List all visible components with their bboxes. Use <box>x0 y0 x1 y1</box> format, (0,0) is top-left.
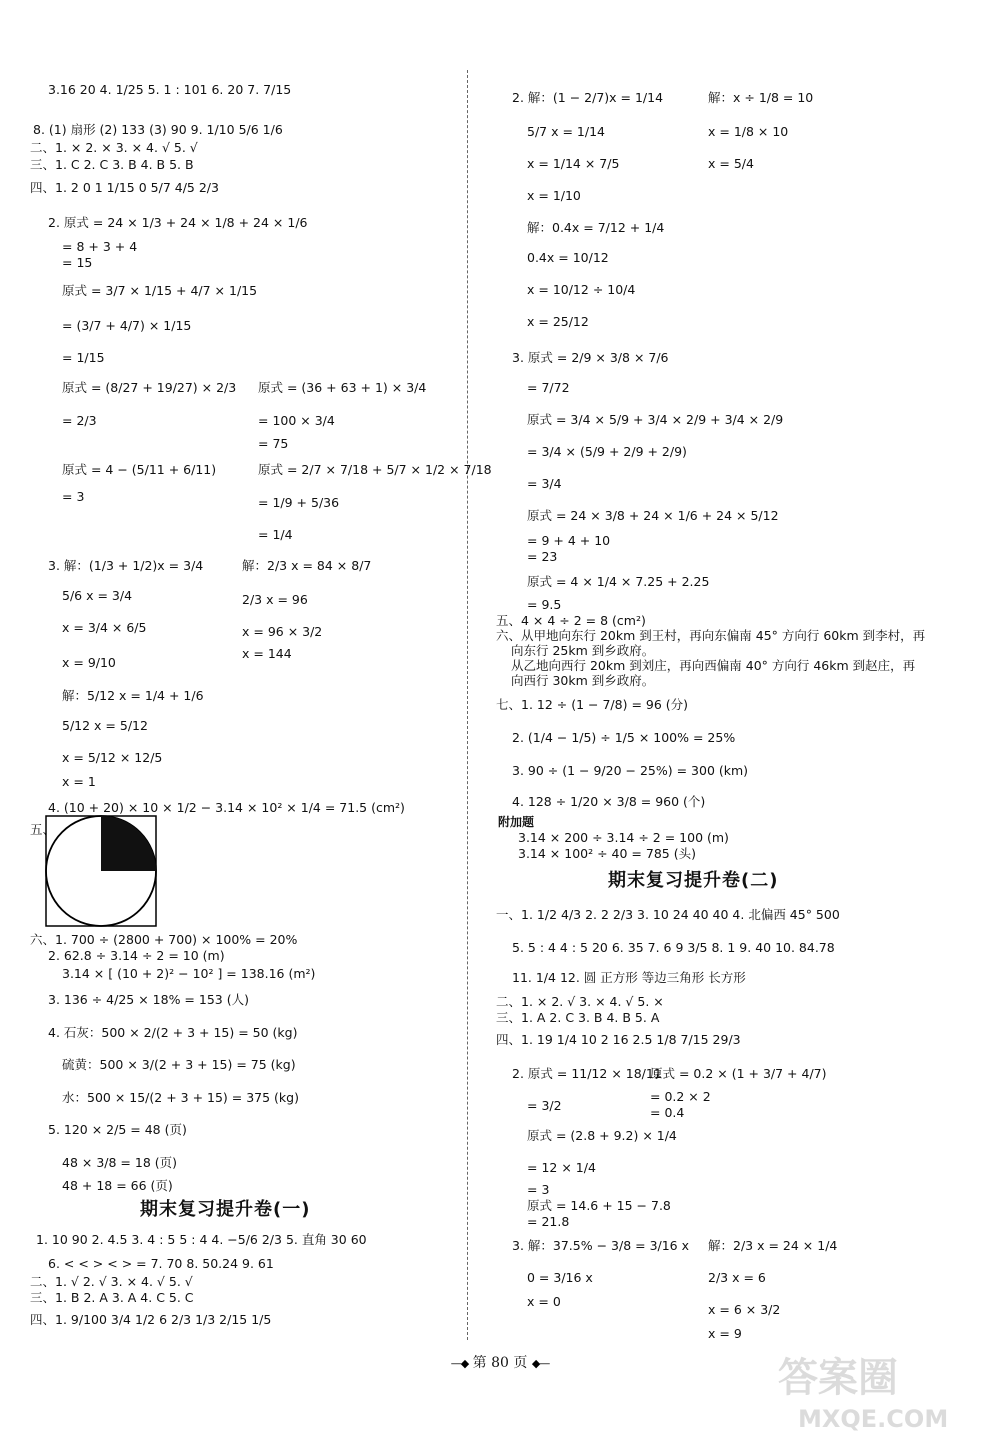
column-divider <box>467 70 468 1340</box>
left-column-line: x = 1 <box>62 774 96 789</box>
circle-square-figure <box>30 812 170 931</box>
left-column-line: 5/12 x = 5/12 <box>62 718 148 733</box>
left-column-line: 原式 = (8/27 + 19/27) × 2/3 <box>62 380 237 395</box>
left-column-line: 1. 10 90 2. 4.5 3. 4 : 5 5 : 4 4. −5/6 2/3 5. 直角 30 60 <box>36 1232 367 1247</box>
left-column-line: 5/6 x = 3/4 <box>62 588 133 603</box>
right-column-line: 原式 = 24 × 3/8 + 24 × 1/6 + 24 × 5/12 <box>527 508 779 523</box>
left-column-line: 三、1. C 2. C 3. B 4. B 5. B <box>30 157 194 172</box>
right-column-line: 原式 = 4 × 1/4 × 7.25 + 2.25 <box>527 574 710 589</box>
right-column-line: x = 1/8 × 10 <box>708 124 789 139</box>
right-column-line: 3. 90 ÷ (1 − 9/20 − 25%) = 300 (km) <box>512 763 749 778</box>
left-column-line: 硫黄：500 × 3/(2 + 3 + 15) = 75 (kg) <box>62 1057 296 1072</box>
right-column-line: 解：0.4x = 7/12 + 1/4 <box>527 220 665 235</box>
left-column-line: 二、1. × 2. × 3. × 4. √ 5. √ <box>30 140 198 155</box>
right-column-line: x = 9 <box>708 1326 742 1341</box>
right-column-line: 原式 = 0.2 × (1 + 3/7 + 4/7) <box>650 1066 827 1081</box>
right-column-line: = 3/4 × (5/9 + 2/9 + 2/9) <box>527 444 687 459</box>
left-column-line: 48 × 3/8 = 18 (页) <box>62 1155 177 1170</box>
left-column-line: = 1/9 + 5/36 <box>258 495 340 510</box>
right-column-line: x = 6 × 3/2 <box>708 1302 781 1317</box>
section-title-final-review-2: 期末复习提升卷(二) <box>608 870 779 891</box>
left-column-line: 3.14 × [ (10 + 2)² − 10² ] = 138.16 (m²) <box>62 966 316 981</box>
left-column-line: 二、1. √ 2. √ 3. × 4. √ 5. √ <box>30 1274 193 1289</box>
right-column-line: 4. 128 ÷ 1/20 × 3/8 = 960 (个) <box>512 794 706 809</box>
bonus-questions-label: 附加题 <box>498 815 535 829</box>
right-column-line: 3. 解：37.5% − 3/8 = 3/16 x <box>512 1238 690 1253</box>
shaded-quarter-sector <box>101 816 156 871</box>
page-footer <box>430 1352 570 1372</box>
right-column-line: 七、1. 12 ÷ (1 − 7/8) = 96 (分) <box>496 697 689 712</box>
watermark-svg <box>768 1343 988 1433</box>
right-column-line: 解：x ÷ 1/8 = 10 <box>708 90 814 105</box>
right-column-line: 0.4x = 10/12 <box>527 250 609 265</box>
left-column-line: 水：500 × 15/(2 + 3 + 15) = 375 (kg) <box>62 1090 299 1105</box>
left-column-line: 4. (10 + 20) × 10 × 1/2 − 3.14 × 10² × 1/4 = 71.5 (cm²) <box>48 800 405 815</box>
right-column-line: = 3 <box>527 1182 550 1197</box>
right-column-line: 3. 原式 = 2/9 × 3/8 × 7/6 <box>512 350 669 365</box>
right-column-line: x = 5/4 <box>708 156 754 171</box>
right-column-line: 五、4 × 4 ÷ 2 = 8 (cm²) <box>496 613 646 628</box>
section-title-final-review-1: 期末复习提升卷(一) <box>140 1199 311 1220</box>
right-column-line: x = 1/14 × 7/5 <box>527 156 620 171</box>
left-column-line: 原式 = 4 − (5/11 + 6/11) <box>62 462 217 477</box>
right-column-line: 2/3 x = 6 <box>708 1270 766 1285</box>
right-column-line: = 7/72 <box>527 380 570 395</box>
left-column-line: 解：5/12 x = 1/4 + 1/6 <box>62 688 204 703</box>
left-column-line: = 3 <box>62 489 85 504</box>
right-column-line: 5. 5 : 4 4 : 5 20 6. 35 7. 6 9 3/5 8. 1 9. 40 10. 84.78 <box>512 940 835 955</box>
left-column-line: 5. 120 × 2/5 = 48 (页) <box>48 1122 187 1137</box>
page-number: 第 80 页 <box>472 1355 528 1371</box>
left-column-line: = 2/3 <box>62 413 97 428</box>
right-column-line: x = 0 <box>527 1294 561 1309</box>
left-column-line: 48 + 18 = 66 (页) <box>62 1178 173 1193</box>
right-column-line: 三、1. A 2. C 3. B 4. B 5. A <box>496 1010 660 1025</box>
left-column-line: x = 5/12 × 12/5 <box>62 750 163 765</box>
left-column-line: 3. 解：(1/3 + 1/2)x = 3/4 <box>48 558 204 573</box>
right-column-line: = 3/2 <box>527 1098 562 1113</box>
left-column-line: 三、1. B 2. A 3. A 4. C 5. C <box>30 1290 194 1305</box>
right-column-line: x = 1/10 <box>527 188 581 203</box>
right-column-line: 0 = 3/16 x <box>527 1270 593 1285</box>
right-column-line: 11. 1/4 12. 圆 正方形 等边三角形 长方形 <box>512 970 746 985</box>
left-column-line: = 75 <box>258 436 289 451</box>
left-column-line: 4. 石灰：500 × 2/(2 + 3 + 15) = 50 (kg) <box>48 1025 298 1040</box>
footer-left-ornament: —◆ <box>450 1357 469 1370</box>
left-column-line: 6. < < > < > = 7. 70 8. 50.24 9. 61 <box>48 1256 274 1271</box>
right-column-line: = 12 × 1/4 <box>527 1160 596 1175</box>
left-column-line: = 100 × 3/4 <box>258 413 335 428</box>
left-column-line: 四、1. 9/100 3/4 1/2 6 2/3 1/3 2/15 1/5 <box>30 1312 272 1327</box>
left-column-line: 五、 <box>30 822 56 837</box>
right-column-line: 原式 = 3/4 × 5/9 + 3/4 × 2/9 + 3/4 × 2/9 <box>527 412 784 427</box>
left-column-line: x = 3/4 × 6/5 <box>62 620 147 635</box>
left-column-line: 原式 = 3/7 × 1/15 + 4/7 × 1/15 <box>62 283 258 298</box>
right-column-line: = 0.2 × 2 <box>650 1089 711 1104</box>
right-column-line: 2. 原式 = 11/12 × 18/11 <box>512 1066 662 1081</box>
left-column-line: = (3/7 + 4/7) × 1/15 <box>62 318 192 333</box>
left-column-line: 解：2/3 x = 84 × 8/7 <box>242 558 372 573</box>
watermark-logo <box>768 1343 988 1433</box>
right-column-line: 原式 = (2.8 + 9.2) × 1/4 <box>527 1128 677 1143</box>
right-column-line: = 0.4 <box>650 1105 685 1120</box>
right-column-line: 2. (1/4 − 1/5) ÷ 1/5 × 100% = 25% <box>512 730 736 745</box>
right-column-line: 解：2/3 x = 24 × 1/4 <box>708 1238 838 1253</box>
right-column-line: 2. 解：(1 − 2/7)x = 1/14 <box>512 90 664 105</box>
left-column-line: 六、1. 700 ÷ (2800 + 700) × 100% = 20% <box>30 932 298 947</box>
left-column-line: x = 96 × 3/2 <box>242 624 323 639</box>
left-column-line: 原式 = 2/7 × 7/18 + 5/7 × 1/2 × 7/18 <box>258 462 492 477</box>
left-column-line: 2. 62.8 ÷ 3.14 ÷ 2 = 10 (m) <box>48 948 225 963</box>
right-column-line: 六、从甲地向东行 20km 到王村，再向东偏南 45° 方向行 60km 到李村，再 <box>496 628 926 643</box>
left-column-line: 3.16 20 4. 1/25 5. 1 : 101 6. 20 7. 7/15 <box>48 82 292 97</box>
right-column-line: x = 10/12 ÷ 10/4 <box>527 282 636 297</box>
left-column-line: 3. 136 ÷ 4/25 × 18% = 153 (人) <box>48 992 249 1007</box>
left-column-line: x = 9/10 <box>62 655 116 670</box>
right-column-line: = 9 + 4 + 10 <box>527 533 611 548</box>
right-column-line: = 9.5 <box>527 597 562 612</box>
watermark-url: MXQE.COM <box>798 1405 949 1433</box>
right-column-line: x = 25/12 <box>527 314 589 329</box>
right-column-line: 5/7 x = 1/14 <box>527 124 605 139</box>
right-column-line: = 3/4 <box>527 476 562 491</box>
right-column-line: 一、1. 1/2 4/3 2. 2 2/3 3. 10 24 40 40 4. 北偏西 45° 500 <box>496 907 840 922</box>
geometry-figure-svg <box>30 812 170 927</box>
right-column-line: 原式 = 14.6 + 15 − 7.8 <box>527 1198 671 1213</box>
right-column-line: 从乙地向西行 20km 到刘庄，再向西偏南 40° 方向行 46km 到赵庄，再 <box>511 658 916 673</box>
right-column-line: = 23 <box>527 549 558 564</box>
left-column-line: = 8 + 3 + 4 <box>62 239 138 254</box>
left-column-line: 8. (1) 扇形 (2) 133 (3) 90 9. 1/10 5/6 1/6 <box>33 122 283 137</box>
right-column-line: 3.14 × 100² ÷ 40 = 785 (头) <box>518 846 696 861</box>
left-column-line: x = 144 <box>242 646 292 661</box>
footer-right-ornament: ◆— <box>531 1357 550 1370</box>
left-column-line: 四、1. 2 0 1 1/15 0 5/7 4/5 2/3 <box>30 180 219 195</box>
left-column-line: 原式 = (36 + 63 + 1) × 3/4 <box>258 380 427 395</box>
right-column-line: 向东行 25km 到乡政府。 <box>511 643 655 658</box>
right-column-line: = 21.8 <box>527 1214 570 1229</box>
left-column-line: 2. 原式 = 24 × 1/3 + 24 × 1/8 + 24 × 1/6 <box>48 215 308 230</box>
right-column-line: 四、1. 19 1/4 10 2 16 2.5 1/8 7/15 29/3 <box>496 1032 741 1047</box>
right-column-line: 3.14 × 200 ÷ 3.14 ÷ 2 = 100 (m) <box>518 830 729 845</box>
right-column-line: 二、1. × 2. √ 3. × 4. √ 5. × <box>496 994 664 1009</box>
left-column-line: 2/3 x = 96 <box>242 592 308 607</box>
left-column-line: = 1/4 <box>258 527 293 542</box>
right-column-line: 向西行 30km 到乡政府。 <box>511 673 655 688</box>
watermark-text: 答案圈 <box>778 1355 898 1401</box>
left-column-line: = 15 <box>62 255 93 270</box>
left-column-line: = 1/15 <box>62 350 105 365</box>
